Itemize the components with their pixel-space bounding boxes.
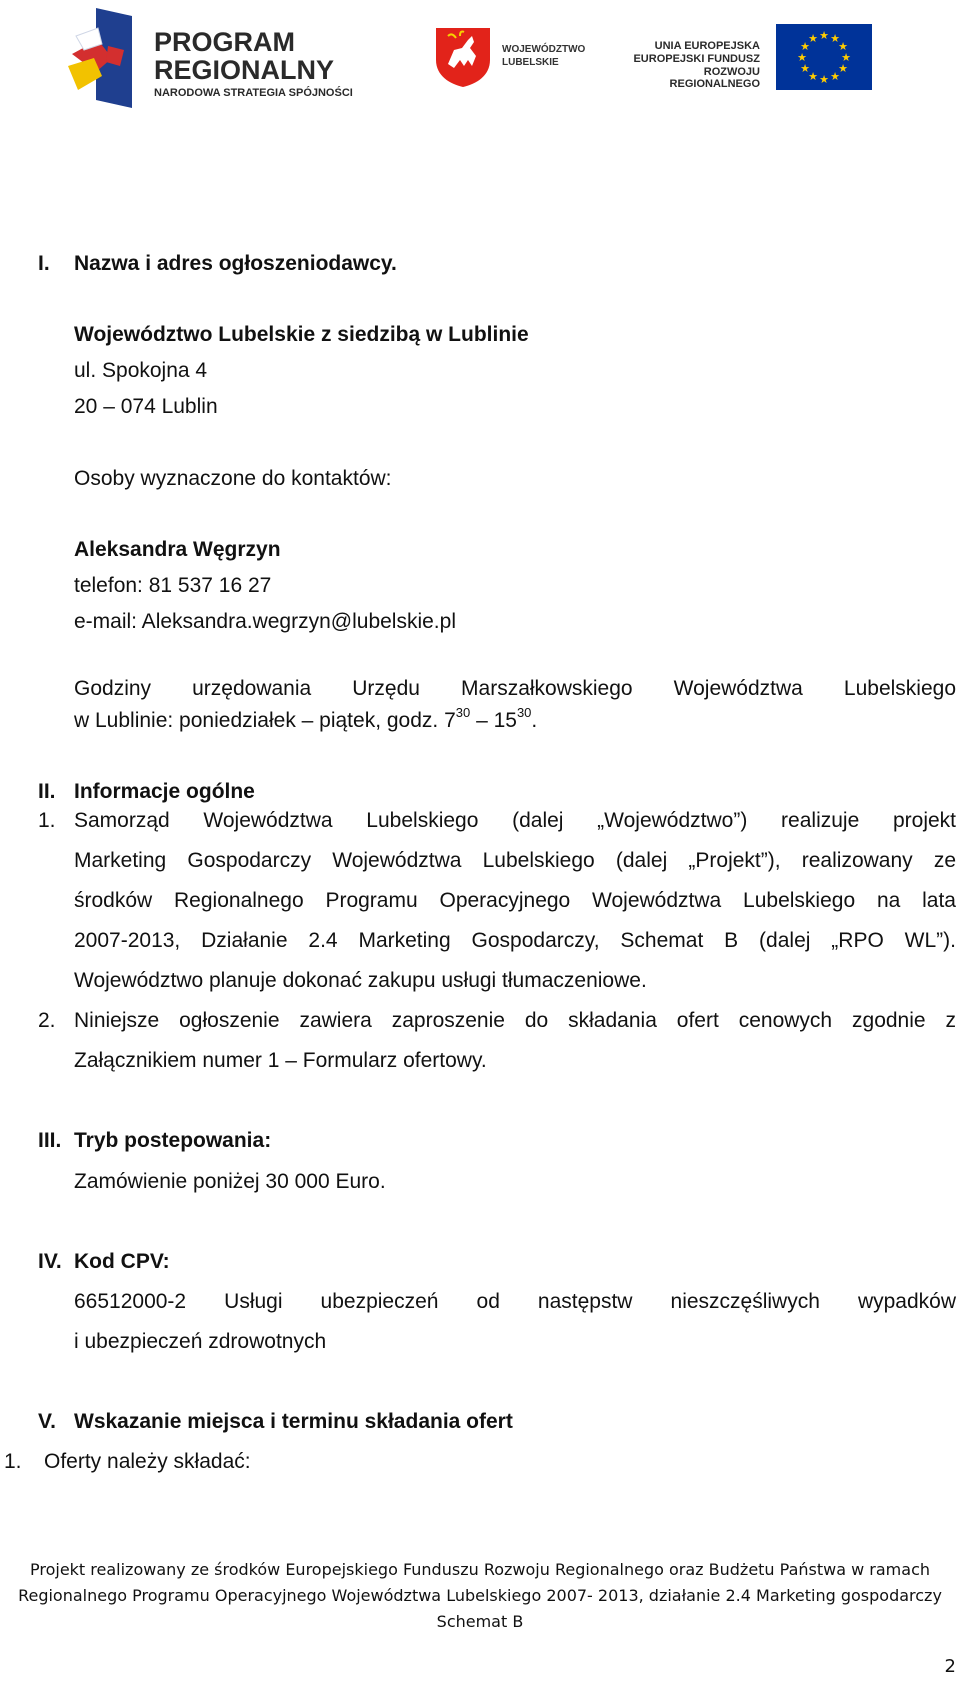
cpv-code-line2: i ubezpieczeń zdrowotnych [74, 1330, 327, 1353]
section2-title: Informacje ogólne [74, 780, 255, 803]
section5-item1-number: 1. [4, 1450, 22, 1473]
office-hours-text-b: – 15 [470, 709, 517, 732]
svg-text:★: ★ [797, 51, 807, 64]
section1-title: Nazwa i adres ogłoszeniodawcy. [74, 252, 397, 275]
section4-title: Kod CPV: [74, 1250, 170, 1273]
section2-item2-line2: Załącznikiem numer 1 – Formularz ofertowy. [74, 1049, 487, 1072]
region-logo-line2: LUBELSKIE [502, 57, 559, 68]
program-logo-line2: REGIONALNY [154, 55, 335, 85]
eu-logo-line3: ROZWOJU REGIONALNEGO [669, 66, 760, 90]
program-logo-line1: PROGRAM [154, 27, 295, 57]
section2-item1-line3: środków Regionalnego Programu Operacyjnego Województwa Lubelskiego na lata [74, 889, 956, 912]
eu-logo-line1: UNIA EUROPEJSKA [654, 40, 760, 52]
wojewodztwo-lubelskie-logo [434, 26, 594, 90]
section2-item2-line1: Niniejsze ogłoszenie zawiera zaproszenie do składania ofert cenowych zgodnie z [74, 1009, 956, 1032]
contact-phone: telefon: 81 537 16 27 [74, 574, 272, 597]
svg-text:★: ★ [808, 32, 818, 45]
section3-text: Zamówienie poniżej 30 000 Euro. [74, 1170, 386, 1193]
svg-text:★: ★ [838, 40, 848, 53]
section4-number: IV. [38, 1250, 62, 1273]
svg-text:★: ★ [830, 32, 840, 45]
section1-number: I. [38, 252, 50, 275]
svg-text:★: ★ [808, 70, 818, 83]
footer-line1: Projekt realizowany ze środków Europejskiego Funduszu Rozwoju Regionalnego oraz Budżetu Państwa w ramach [29, 1560, 930, 1579]
section5-title: Wskazanie miejsca i terminu składania ofert [74, 1410, 513, 1433]
section2-item2-number: 2. [38, 1009, 56, 1032]
eu-logo-line2: EUROPEJSKI FUNDUSZ [633, 53, 760, 65]
eu-flag-icon [776, 24, 872, 90]
section2-item1-line5: Województwo planuje dokonać zakupu usługi tłumaczeniowe. [74, 969, 647, 992]
svg-text:★: ★ [800, 40, 810, 53]
footer-line3: Schemat B [436, 1612, 524, 1631]
organization-name: Województwo Lubelskie z siedzibą w Lublinie [74, 323, 529, 346]
lubelskie-coat-of-arms-icon [434, 26, 492, 88]
section5-item1-text: Oferty należy składać: [44, 1450, 251, 1473]
section2-item1-number: 1. [38, 809, 56, 832]
svg-text:★: ★ [830, 70, 840, 83]
office-hours-line2 [74, 705, 538, 734]
section2-item1-line4: 2007-2013, Działanie 2.4 Marketing Gospodarczy, Schemat B (dalej „RPO WL”). [74, 929, 956, 952]
office-hours-text-c: . [531, 709, 538, 732]
office-hours-sup1: 30 [455, 705, 471, 720]
section2-item1-line1: Samorząd Województwa Lubelskiego (dalej „Województwo”) realizuje projekt [74, 809, 956, 832]
office-hours-sup2: 30 [516, 705, 532, 720]
postal-address: 20 – 074 Lublin [74, 395, 218, 418]
svg-text:★: ★ [838, 62, 848, 75]
region-logo-line1: WOJEWÓDZTWO [502, 44, 586, 55]
svg-text:★: ★ [841, 51, 851, 64]
contact-name: Aleksandra Węgrzyn [74, 538, 281, 561]
section5-number: V. [38, 1410, 56, 1433]
page-number: 2 [944, 1656, 956, 1677]
eu-fund-logo [626, 24, 872, 94]
cpv-code-line1: 66512000-2 Usługi ubezpieczeń od następstw nieszczęśliwych wypadków [74, 1290, 956, 1313]
contacts-label: Osoby wyznaczone do kontaktów: [74, 467, 392, 490]
svg-text:★: ★ [819, 73, 829, 86]
office-hours-line1: Godziny urzędowania Urzędu Marszałkowskiego Województwa Lubelskiego [74, 677, 956, 700]
footer-line2: Regionalnego Programu Operacyjnego Województwa Lubelskiego 2007- 2013, działanie 2.4 Marketing gospodarczy [18, 1586, 942, 1605]
contact-email: e-mail: Aleksandra.wegrzyn@lubelskie.pl [74, 610, 456, 633]
street-address: ul. Spokojna 4 [74, 359, 208, 382]
program-regionalny-logo [68, 6, 388, 110]
svg-text:★: ★ [800, 62, 810, 75]
program-logo-flag-icon [68, 6, 134, 110]
office-hours-text-a: w Lublinie: poniedziałek – piątek, godz. 7 [74, 709, 456, 732]
program-logo-line3: NARODOWA STRATEGIA SPÓJNOŚCI [154, 87, 353, 99]
section2-item1-line2: Marketing Gospodarczy Województwa Lubelskiego (dalej „Projekt”), realizowany ze [74, 849, 956, 872]
section3-number: III. [38, 1129, 62, 1152]
section2-number: II. [38, 780, 56, 803]
svg-text:★: ★ [819, 29, 829, 42]
header-logos [0, 0, 960, 120]
section3-title: Tryb postepowania: [74, 1129, 272, 1152]
